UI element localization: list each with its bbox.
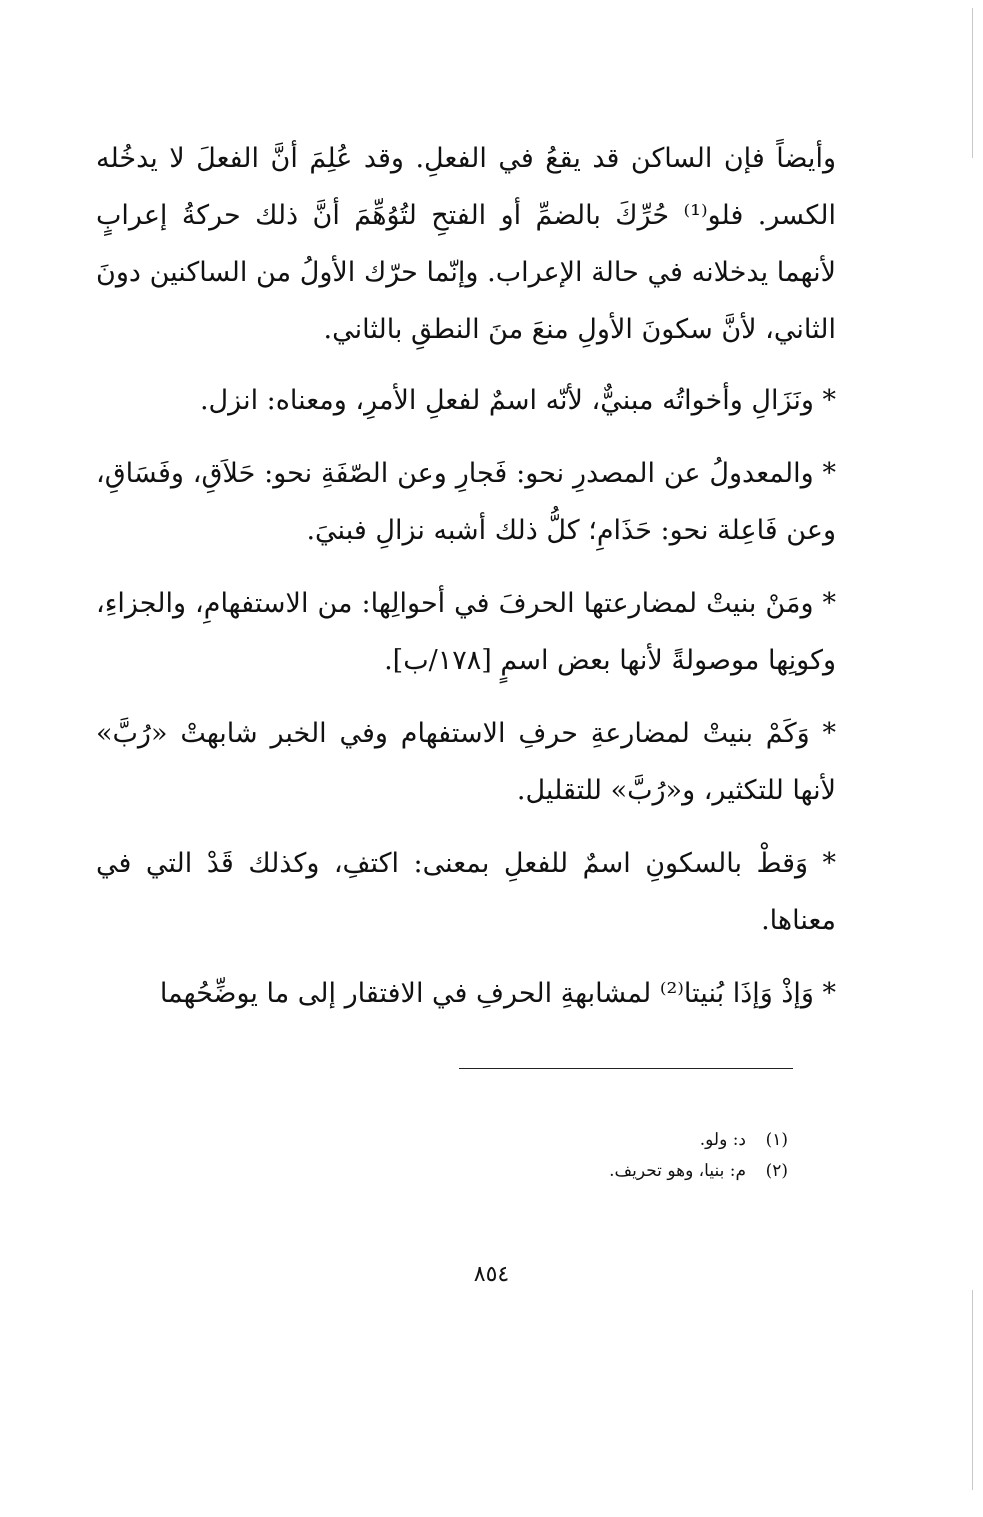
footnote-number: (١) bbox=[765, 1130, 788, 1150]
paragraph-7: * وَإذْ وَإذَا بُنيتا⁽²⁾ لمشابهةِ الحرفِ في الافتقار إلى ما يوضِّحُهما bbox=[159, 978, 836, 1009]
scan-edge-mark bbox=[972, 8, 973, 158]
paragraph-2: * ونَزَالِ وأخواتُه مبنيٌّ، لأنّه اسمٌ لفعلِ الأمرِ، ومعناه: انزل. bbox=[199, 385, 836, 416]
footnote-text: د: ولو. bbox=[699, 1130, 746, 1150]
paragraph-1: وأيضاً فإن الساكن قد يقعُ في الفعلِ. وقد عُلِمَ أنَّ الفعلَ لا يدخُله الكسر. فلو⁽¹⁾ حُرِّكَ بالضمِّ أو الفتحِ لتُوُهِّمَ أنَّ ذلك حركةُ إعرابٍ لأنهما يدخلانه في حالة الإعراب. وإنّما حرّك الأولُ من الساكنين دونَ الثاني، لأنَّ سكونَ الأولِ منعَ منَ النطقِ بالثاني. bbox=[96, 143, 836, 345]
page-number: ٨٥٤ bbox=[473, 1262, 510, 1287]
paragraph-5: * وَكَمْ بنيتْ لمضارعةِ حرفِ الاستفهام وفي الخبر شابهتْ «رُبَّ» لأنها للتكثير، و«رُبَّ» للتقليل. bbox=[96, 718, 836, 806]
paragraph-4: * ومَنْ بنيتْ لمضارعتها الحرفَ في أحوالِها: من الاستفهامِ، والجزاءِ، وكونِها موصولةً لأنها بعض اسمٍ [١٧٨/ب]. bbox=[96, 588, 836, 676]
paragraph-6: * وَقطْ بالسكونِ اسمٌ للفعلِ بمعنى: اكتفِ، وكذلك قَدْ التي في معناها. bbox=[96, 848, 836, 936]
footnotes bbox=[609, 1125, 788, 1187]
footnote-separator bbox=[459, 1068, 793, 1069]
footnote-text: م: بنيا، وهو تحريف. bbox=[609, 1161, 746, 1181]
footnote-2 bbox=[609, 1156, 788, 1187]
scan-edge-mark bbox=[972, 1290, 973, 1490]
footnote-1 bbox=[609, 1125, 788, 1156]
footnote-number: (٢) bbox=[765, 1161, 788, 1181]
paragraph-3: * والمعدولُ عن المصدرِ نحو: فَجارِ وعن الصّفَةِ نحو: حَلاَقِ، وفَسَاقِ، وعن فَاعِلة نحو: حَذَامِ؛ كلُّ ذلك أشبه نزالِ فبنيَ. bbox=[96, 458, 836, 546]
main-text bbox=[96, 130, 836, 1038]
